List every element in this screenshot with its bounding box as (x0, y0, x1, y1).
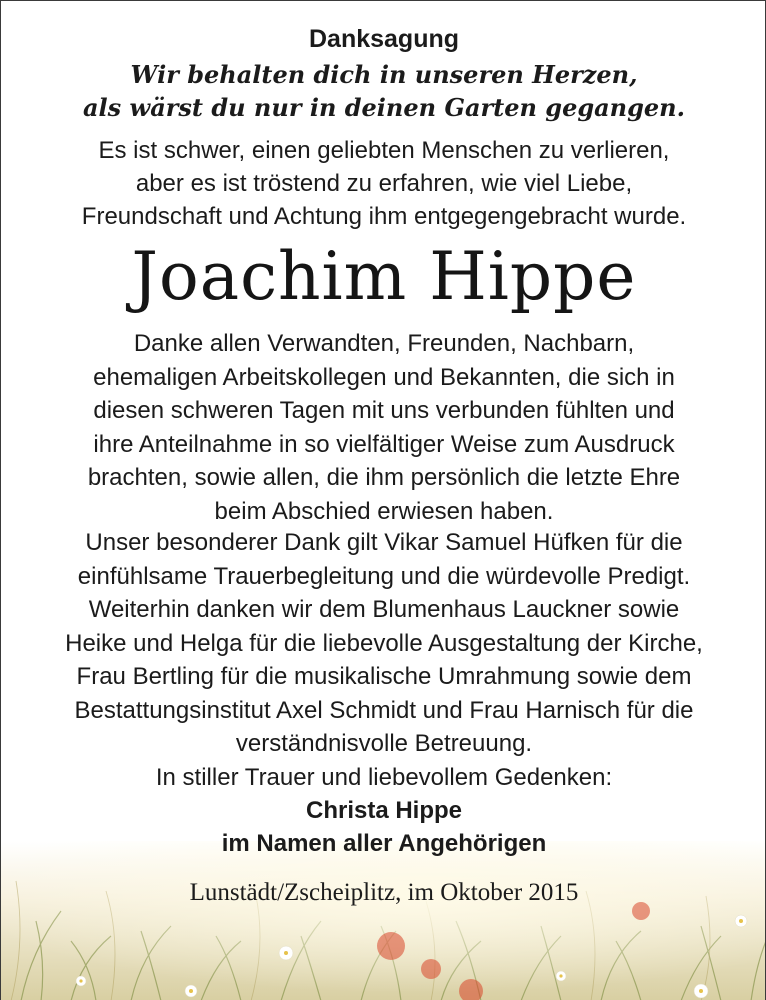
meadow-background-image (1, 841, 766, 1000)
thanks-line: beim Abschied erwiesen haben. (214, 497, 554, 525)
motto-line: Wir behalten dich in unseren Herzen, (130, 60, 638, 89)
thanks-line: brachten, sowie allen, die ihm persönlich die letzte Ehre (87, 464, 681, 491)
intro-paragraph (1, 134, 766, 233)
motto-quote (1, 58, 766, 124)
intro-line: Es ist schwer, einen geliebten Menschen zu verlieren, (98, 137, 670, 164)
thanks-line: Danke allen Verwandten, Freunden, Nachbarn, (133, 330, 635, 357)
deceased-name: Joachim Hippe (131, 238, 637, 315)
thanks-paragraph (1, 327, 766, 528)
special-line: Weiterhin danken wir dem Blumenhaus Lauckner sowie (88, 596, 680, 623)
closing-block (1, 761, 766, 860)
special-line: verständnisvolle Betreuung. (235, 730, 533, 757)
special-line: Frau Bertling für die musikalische Umrahmung sowie dem (76, 663, 692, 690)
intro-line: Freundschaft und Achtung ihm entgegengebracht wurde. (81, 203, 687, 230)
thanks-line: diesen schweren Tagen mit uns verbunden fühlten und (93, 397, 675, 424)
special-line: einfühlsame Trauerbegleitung und die würdevolle Predigt. (77, 562, 691, 590)
notice-heading: Danksagung (308, 25, 460, 53)
special-line: Bestattungsinstitut Axel Schmidt und Frau Harnisch für die (74, 696, 694, 724)
special-line: Heike und Helga für die liebevolle Ausgestaltung der Kirche, (65, 629, 703, 657)
signer-family: im Namen aller Angehörigen (221, 830, 547, 857)
thanks-line: ihre Anteilnahme in so vielfältiger Weise zum Ausdruck (93, 430, 675, 458)
intro-line: aber es ist tröstend zu erfahren, wie viel Liebe, (135, 170, 633, 197)
thanks-line: ehemaligen Arbeitskollegen und Bekannten, die sich in (93, 363, 675, 391)
place-and-date: Lunstädt/Zscheiplitz, im Oktober 2015 (189, 879, 579, 906)
signer-name: Christa Hippe (305, 797, 463, 824)
special-line: Unser besonderer Dank gilt Vikar Samuel Hüfken für die (85, 529, 683, 556)
closing-line: In stiller Trauer und liebevollem Gedenken: (155, 764, 613, 791)
special-thanks-paragraph (1, 526, 766, 761)
motto-line: als wärst du nur in deinen Garten gegangen. (83, 93, 685, 122)
